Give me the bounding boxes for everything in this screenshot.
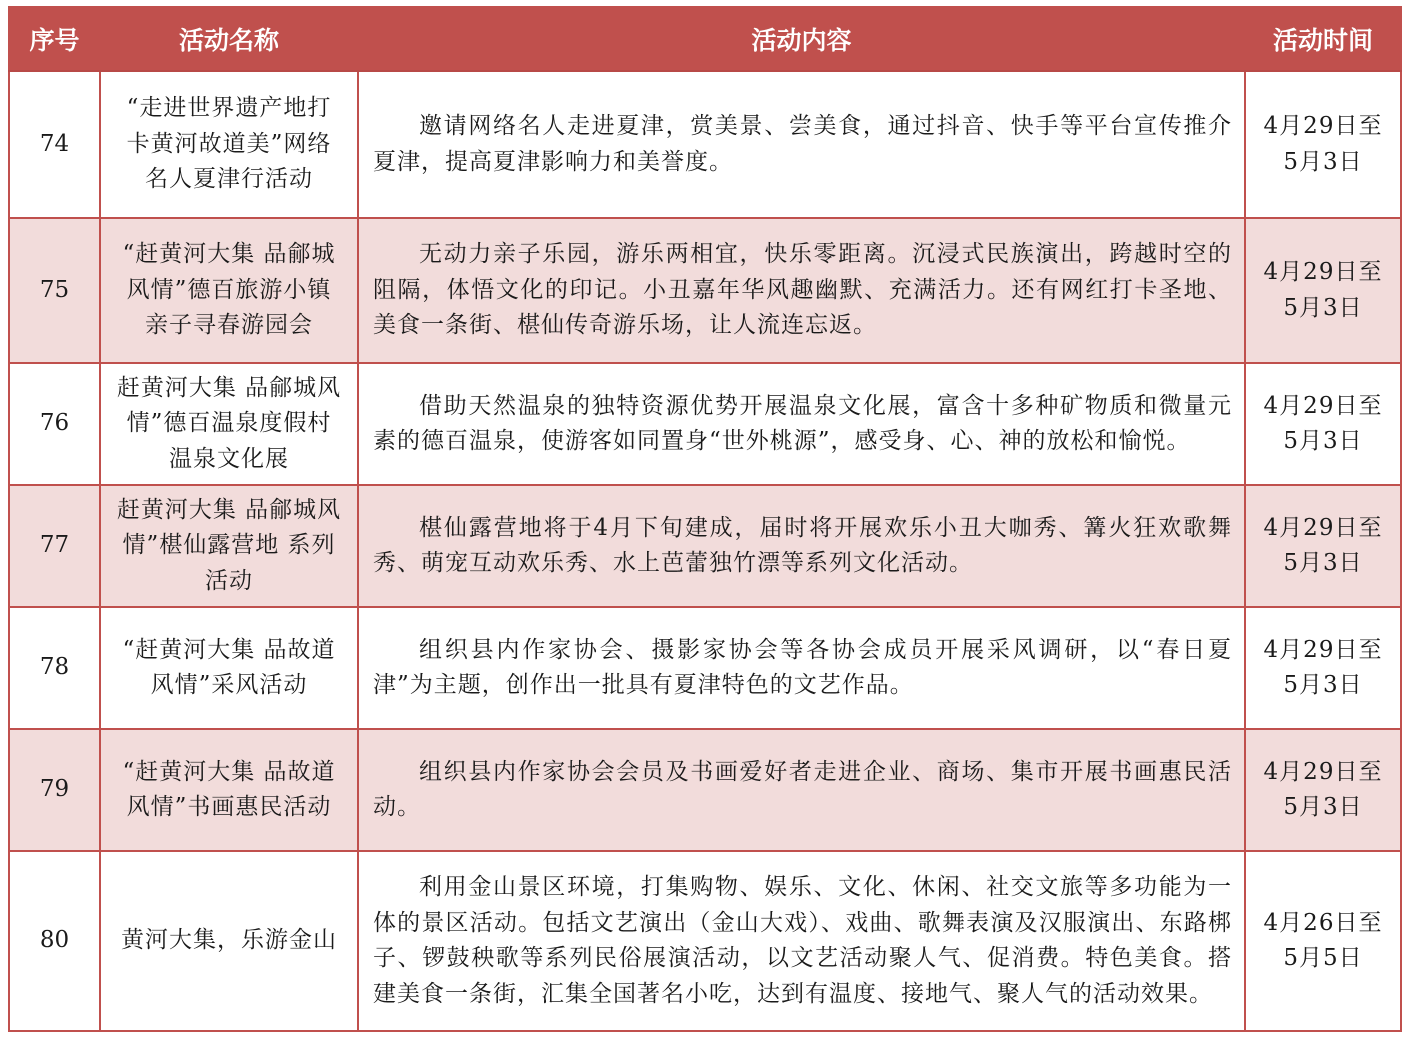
row-content (358, 851, 1245, 1031)
time-end: 5月3日 (1283, 148, 1363, 175)
table-row (9, 851, 1401, 1031)
header-row (9, 7, 1401, 71)
row-time (1245, 607, 1401, 729)
row-name: “赶黄河大集 品鄃城风情”德百旅游小镇亲子寻春游园会 (100, 218, 358, 363)
row-content (358, 71, 1245, 218)
row-content (358, 363, 1245, 485)
row-time (1245, 851, 1401, 1031)
header-content: 活动内容 (358, 7, 1245, 71)
time-start: 4月29日至 (1263, 113, 1383, 139)
row-content-text: 利用金山景区环境，打集购物、娱乐、文化、休闲、社交文旅等多功能为一体的景区活动。包括文艺演出（金山大戏）、戏曲、歌舞表演及汉服演出、东路梆子、锣鼓秧歌等系列民俗展演活动，以文艺活动聚人气、促消费。特色美食。搭建美食一条街，汇集全国著名小吃，达到有温度、接地气、聚人气的活动效果。 (373, 874, 1232, 1007)
row-no: 77 (9, 485, 100, 607)
row-content-text: 借助天然温泉的独特资源优势开展温泉文化展，富含十多种矿物质和微量元素的德百温泉，使游客如同置身“世外桃源”，感受身、心、神的放松和愉悦。 (373, 392, 1232, 454)
row-no: 76 (9, 363, 100, 485)
table-row (9, 363, 1401, 485)
row-time (1245, 71, 1401, 218)
header-no: 序号 (9, 7, 100, 71)
row-content (358, 218, 1245, 363)
row-name: “赶黄河大集 品故道风情”采风活动 (100, 607, 358, 729)
row-content-text: 组织县内作家协会、摄影家协会等各协会成员开展采风调研，以“春日夏津”为主题，创作出一批具有夏津特色的文艺作品。 (373, 636, 1232, 698)
time-end: 5月5日 (1283, 945, 1363, 971)
table-row (9, 607, 1401, 729)
time-end: 5月3日 (1283, 294, 1363, 321)
row-content (358, 729, 1245, 851)
row-no: 80 (9, 851, 100, 1031)
row-content-text: 无动力亲子乐园，游乐两相宜，快乐零距离。沉浸式民族演出，跨越时空的阻隔，体悟文化的印记。小丑嘉年华风趣幽默、充满活力。还有网红打卡圣地、美食一条街、椹仙传奇游乐场，让人流连忘返。 (373, 241, 1232, 339)
row-name: 赶黄河大集 品鄃城风情”德百温泉度假村温泉文化展 (100, 363, 358, 485)
row-no: 79 (9, 729, 100, 851)
time-start: 4月29日至 (1263, 758, 1383, 785)
row-time (1245, 729, 1401, 851)
table-row (9, 218, 1401, 363)
row-no: 75 (9, 218, 100, 363)
row-name: 黄河大集，乐游金山 (100, 851, 358, 1031)
row-content (358, 485, 1245, 607)
row-no: 74 (9, 71, 100, 218)
time-start: 4月29日至 (1263, 259, 1383, 285)
row-no: 78 (9, 607, 100, 729)
time-start: 4月29日至 (1263, 392, 1383, 419)
activity-table (8, 6, 1402, 1032)
row-time (1245, 218, 1401, 363)
time-end: 5月3日 (1283, 794, 1363, 820)
row-name: “赶黄河大集 品故道风情”书画惠民活动 (100, 729, 358, 851)
header-time: 活动时间 (1245, 7, 1401, 71)
row-name: 赶黄河大集 品鄃城风情”椹仙露营地 系列活动 (100, 485, 358, 607)
row-content-text: 椹仙露营地将于4月下旬建成，届时将开展欢乐小丑大咖秀、篝火狂欢歌舞秀、萌宠互动欢乐秀、水上芭蕾独竹漂等系列文化活动。 (373, 514, 1232, 576)
table-row (9, 71, 1401, 218)
time-end: 5月3日 (1283, 550, 1363, 576)
row-time (1245, 485, 1401, 607)
table-row (9, 485, 1401, 607)
row-content (358, 607, 1245, 729)
table-row (9, 729, 1401, 851)
time-start: 4月29日至 (1263, 636, 1383, 663)
time-end: 5月3日 (1283, 428, 1363, 454)
row-name: “走进世界遗产地打卡黄河故道美”网络名人夏津行活动 (100, 71, 358, 218)
header-name: 活动名称 (100, 7, 358, 71)
row-content-text: 邀请网络名人走进夏津，赏美景、尝美食，通过抖音、快手等平台宣传推介夏津，提高夏津影响力和美誉度。 (373, 113, 1232, 175)
row-content-text: 组织县内作家协会会员及书画爱好者走进企业、商场、集市开展书画惠民活动。 (373, 758, 1232, 820)
time-start: 4月26日至 (1263, 909, 1383, 936)
time-start: 4月29日至 (1263, 514, 1383, 541)
time-end: 5月3日 (1283, 672, 1363, 698)
row-time (1245, 363, 1401, 485)
